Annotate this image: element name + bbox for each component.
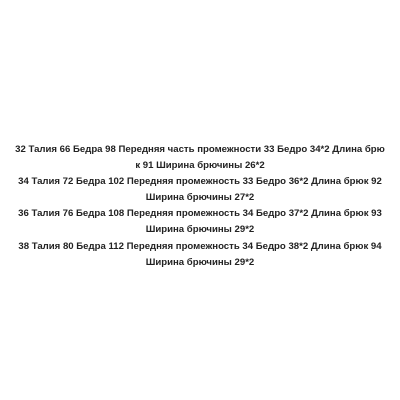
size-38-line-2: Ширина брючины 29*2 [145,256,255,268]
size-38-line-1: 38 Талия 80 Бедра 112 Передняя промежность 34 Бедро 38*2 Длина брюк 94 [18,240,382,252]
size-32-line-1: 32 Талия 66 Бедра 98 Передняя часть промежности 33 Бедро 34*2 Длина брю [15,144,385,155]
size-34-line-1: 34 Талия 72 Бедра 102 Передняя промежность 33 Бедро 36*2 Длина брюк 92 [18,176,382,188]
size-36-line-2: Ширина брючины 29*2 [145,224,255,236]
size-32-line-2: к 91 Ширина брючины 26*2 [135,160,265,172]
size-36-line-1: 36 Талия 76 Бедра 108 Передняя промежность 34 Бедро 37*2 Длина брюк 93 [18,208,382,220]
size-chart-text [10,143,390,272]
size-34-line-2: Ширина брючины 27*2 [145,192,255,204]
